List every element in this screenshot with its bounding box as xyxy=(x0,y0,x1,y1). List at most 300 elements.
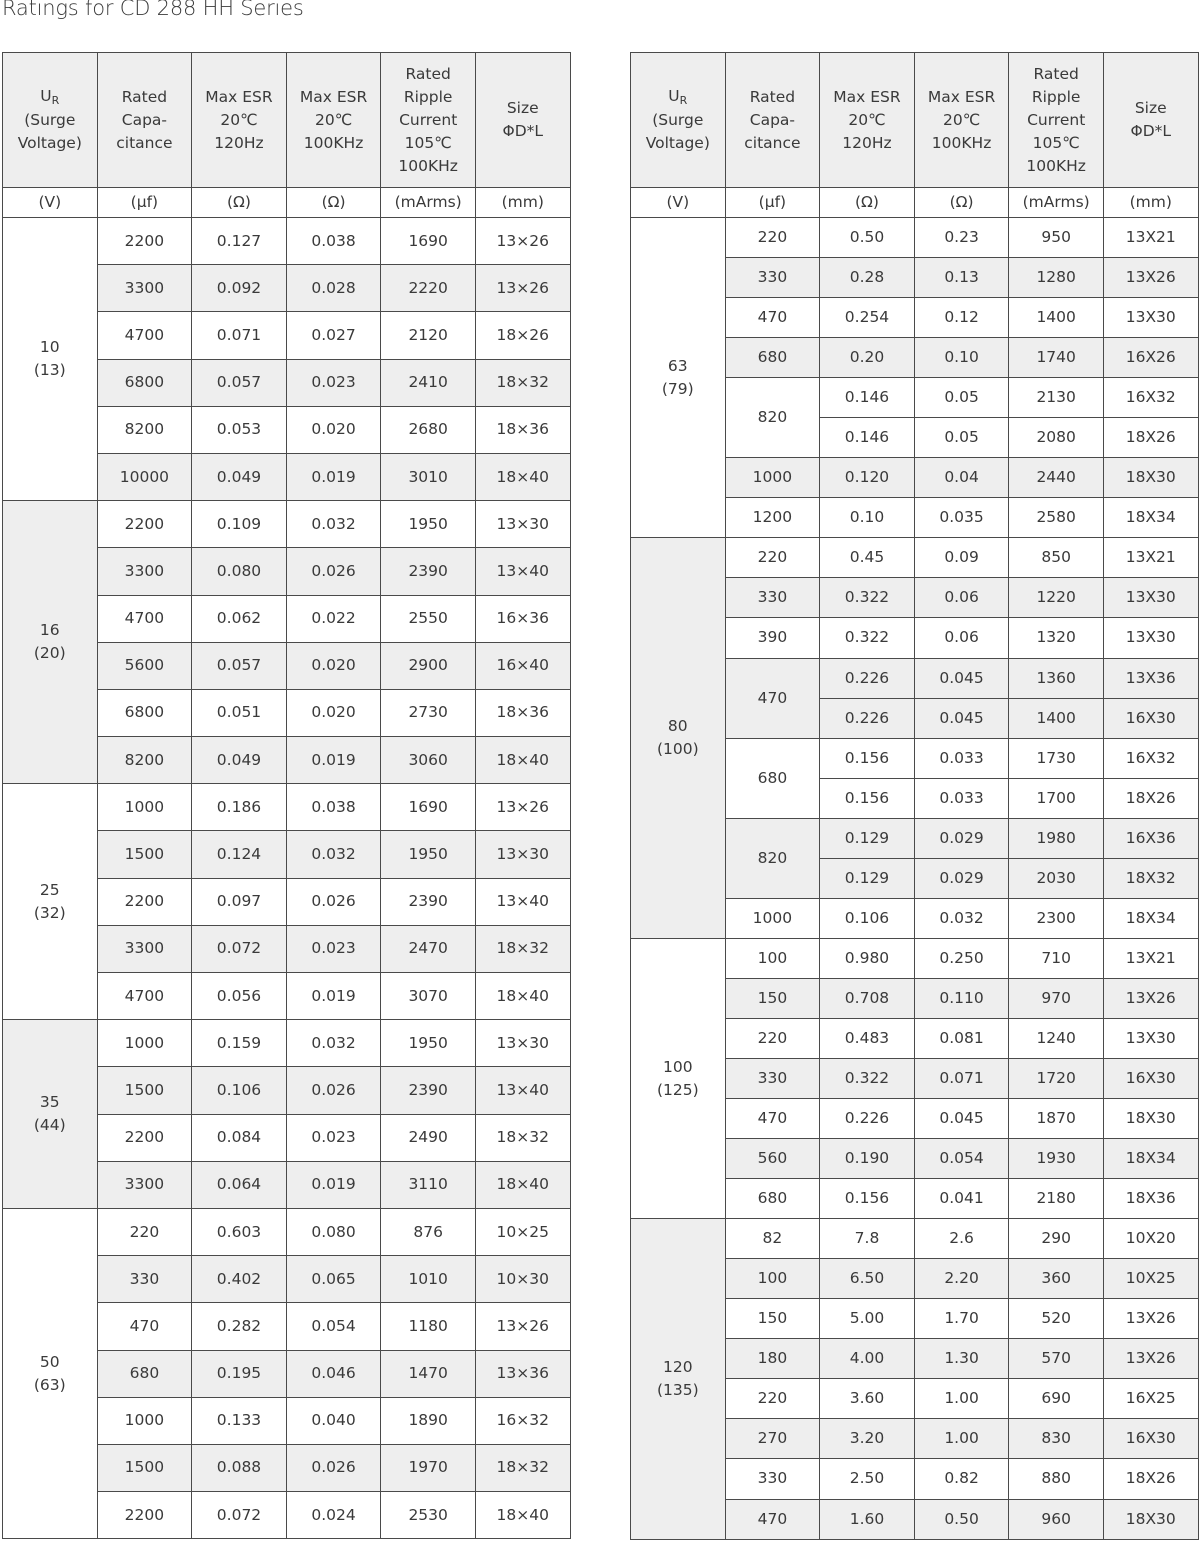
data-cell: 1720 xyxy=(1009,1058,1104,1098)
data-cell: 0.156 xyxy=(820,778,915,818)
data-cell: 0.029 xyxy=(914,858,1009,898)
capacitance-cell: 470 xyxy=(725,1499,820,1539)
data-cell: 0.250 xyxy=(914,938,1009,978)
data-cell: 3.20 xyxy=(820,1419,915,1459)
data-cell: 1500 xyxy=(97,1444,192,1491)
data-cell: 950 xyxy=(1009,218,1104,258)
data-cell: 3300 xyxy=(97,265,192,312)
data-cell: 13X26 xyxy=(1103,978,1198,1018)
data-cell: 0.045 xyxy=(914,1099,1009,1139)
data-cell: 0.033 xyxy=(914,738,1009,778)
data-cell: 0.038 xyxy=(286,784,381,831)
data-cell: 18X30 xyxy=(1103,1499,1198,1539)
data-cell: 2390 xyxy=(381,1067,476,1114)
data-cell: 10×30 xyxy=(475,1256,570,1303)
data-cell: 1000 xyxy=(97,1020,192,1067)
data-cell: 6800 xyxy=(97,359,192,406)
unit-cell: (Ω) xyxy=(820,188,915,218)
header-cell-esr120: Max ESR 20℃ 120Hz xyxy=(192,53,287,188)
data-cell: 1470 xyxy=(381,1350,476,1397)
data-cell: 0.06 xyxy=(914,618,1009,658)
data-cell: 13×40 xyxy=(475,1067,570,1114)
data-cell: 0.026 xyxy=(286,1444,381,1491)
data-cell: 1690 xyxy=(381,784,476,831)
data-cell: 0.186 xyxy=(192,784,287,831)
data-cell: 1400 xyxy=(1009,698,1104,738)
data-cell: 1.70 xyxy=(914,1299,1009,1339)
unit-cell: (Ω) xyxy=(192,188,287,218)
data-cell: 0.195 xyxy=(192,1350,287,1397)
data-cell: 0.322 xyxy=(820,578,915,618)
data-cell: 18X26 xyxy=(1103,418,1198,458)
data-cell: 3.60 xyxy=(820,1379,915,1419)
header-ur-main: U xyxy=(668,87,680,105)
data-cell: 8200 xyxy=(97,737,192,784)
header-cell-voltage xyxy=(3,53,98,188)
data-cell: 470 xyxy=(97,1303,192,1350)
data-cell: 0.129 xyxy=(820,818,915,858)
data-cell: 1240 xyxy=(1009,1018,1104,1058)
data-cell: 0.020 xyxy=(286,642,381,689)
data-cell: 0.071 xyxy=(914,1058,1009,1098)
data-cell: 1970 xyxy=(381,1444,476,1491)
data-cell: 0.051 xyxy=(192,689,287,736)
data-cell: 0.156 xyxy=(820,738,915,778)
data-cell: 0.072 xyxy=(192,1492,287,1539)
data-cell: 0.109 xyxy=(192,501,287,548)
data-cell: 6800 xyxy=(97,689,192,736)
capacitance-cell: 150 xyxy=(725,978,820,1018)
capacitance-cell: 1200 xyxy=(725,498,820,538)
data-cell: 10×25 xyxy=(475,1208,570,1255)
data-cell: 0.20 xyxy=(820,338,915,378)
capacitance-cell: 180 xyxy=(725,1339,820,1379)
data-cell: 0.045 xyxy=(914,658,1009,698)
data-cell: 13×40 xyxy=(475,878,570,925)
data-cell: 2730 xyxy=(381,689,476,736)
voltage-group-cell: 63 (79) xyxy=(631,218,726,538)
data-cell: 1.00 xyxy=(914,1419,1009,1459)
table-row xyxy=(631,538,1199,578)
data-cell: 1730 xyxy=(1009,738,1104,778)
data-cell: 0.035 xyxy=(914,498,1009,538)
data-cell: 876 xyxy=(381,1208,476,1255)
data-cell: 0.05 xyxy=(914,418,1009,458)
data-cell: 0.10 xyxy=(820,498,915,538)
data-cell: 2220 xyxy=(381,265,476,312)
data-cell: 0.23 xyxy=(914,218,1009,258)
data-cell: 0.110 xyxy=(914,978,1009,1018)
data-cell: 1400 xyxy=(1009,298,1104,338)
capacitance-cell: 220 xyxy=(725,538,820,578)
unit-cell: (Ω) xyxy=(914,188,1009,218)
data-cell: 0.019 xyxy=(286,453,381,500)
capacitance-cell: 820 xyxy=(725,378,820,458)
data-cell: 0.032 xyxy=(286,1020,381,1067)
data-cell: 2.6 xyxy=(914,1219,1009,1259)
data-cell: 2130 xyxy=(1009,378,1104,418)
data-cell: 0.106 xyxy=(820,898,915,938)
data-cell: 0.159 xyxy=(192,1020,287,1067)
header-row xyxy=(3,53,571,188)
data-cell: 1320 xyxy=(1009,618,1104,658)
data-cell: 360 xyxy=(1009,1259,1104,1299)
data-cell: 0.032 xyxy=(286,501,381,548)
data-cell: 18×40 xyxy=(475,1492,570,1539)
data-cell: 690 xyxy=(1009,1379,1104,1419)
voltage-group-cell: 120 (135) xyxy=(631,1219,726,1539)
data-cell: 2530 xyxy=(381,1492,476,1539)
data-cell: 18×36 xyxy=(475,406,570,453)
data-cell: 0.13 xyxy=(914,258,1009,298)
data-cell: 13X30 xyxy=(1103,618,1198,658)
data-cell: 0.064 xyxy=(192,1161,287,1208)
data-cell: 2490 xyxy=(381,1114,476,1161)
data-cell: 1700 xyxy=(1009,778,1104,818)
header-ur-rest: (Surge Voltage) xyxy=(17,111,82,152)
data-cell: 13X26 xyxy=(1103,1299,1198,1339)
data-cell: 13X30 xyxy=(1103,578,1198,618)
data-cell: 1950 xyxy=(381,501,476,548)
unit-cell: (V) xyxy=(3,188,98,218)
data-cell: 0.080 xyxy=(192,548,287,595)
capacitance-cell: 680 xyxy=(725,738,820,818)
data-cell: 0.708 xyxy=(820,978,915,1018)
data-cell: 0.019 xyxy=(286,973,381,1020)
data-cell: 13×26 xyxy=(475,265,570,312)
data-cell: 3070 xyxy=(381,973,476,1020)
capacitance-cell: 390 xyxy=(725,618,820,658)
data-cell: 290 xyxy=(1009,1219,1104,1259)
data-cell: 0.020 xyxy=(286,406,381,453)
data-cell: 2390 xyxy=(381,548,476,595)
data-cell: 1360 xyxy=(1009,658,1104,698)
data-cell: 0.28 xyxy=(820,258,915,298)
data-cell: 0.50 xyxy=(820,218,915,258)
table-row xyxy=(3,1020,571,1067)
data-cell: 13×30 xyxy=(475,501,570,548)
data-cell: 1980 xyxy=(1009,818,1104,858)
data-cell: 1500 xyxy=(97,1067,192,1114)
data-cell: 18X34 xyxy=(1103,498,1198,538)
ratings-table-right xyxy=(630,52,1199,1540)
data-cell: 2080 xyxy=(1009,418,1104,458)
unit-cell: (μf) xyxy=(97,188,192,218)
data-cell: 2200 xyxy=(97,218,192,265)
data-cell: 0.049 xyxy=(192,737,287,784)
data-cell: 2440 xyxy=(1009,458,1104,498)
data-cell: 0.12 xyxy=(914,298,1009,338)
data-cell: 0.028 xyxy=(286,265,381,312)
header-row xyxy=(631,53,1199,188)
data-cell: 520 xyxy=(1009,1299,1104,1339)
data-cell: 2200 xyxy=(97,878,192,925)
data-cell: 0.038 xyxy=(286,218,381,265)
data-cell: 3060 xyxy=(381,737,476,784)
capacitance-cell: 680 xyxy=(725,1179,820,1219)
data-cell: 18×40 xyxy=(475,737,570,784)
data-cell: 18×32 xyxy=(475,359,570,406)
data-cell: 1000 xyxy=(97,784,192,831)
data-cell: 0.023 xyxy=(286,925,381,972)
data-cell: 0.483 xyxy=(820,1018,915,1058)
data-cell: 0.019 xyxy=(286,737,381,784)
data-cell: 1740 xyxy=(1009,338,1104,378)
data-cell: 3010 xyxy=(381,453,476,500)
header-cell-esr100k: Max ESR 20℃ 100KHz xyxy=(914,53,1009,188)
table-row xyxy=(631,218,1199,258)
data-cell: 1500 xyxy=(97,831,192,878)
capacitance-cell: 820 xyxy=(725,818,820,898)
data-cell: 13X21 xyxy=(1103,218,1198,258)
data-cell: 0.254 xyxy=(820,298,915,338)
data-cell: 3300 xyxy=(97,1161,192,1208)
data-cell: 0.09 xyxy=(914,538,1009,578)
capacitance-cell: 470 xyxy=(725,658,820,738)
voltage-group-cell: 80 (100) xyxy=(631,538,726,938)
data-cell: 0.056 xyxy=(192,973,287,1020)
capacitance-cell: 330 xyxy=(725,1459,820,1499)
ratings-table-left xyxy=(2,52,571,1539)
data-cell: 0.027 xyxy=(286,312,381,359)
data-cell: 0.127 xyxy=(192,218,287,265)
data-cell: 0.054 xyxy=(914,1139,1009,1179)
data-cell: 18×40 xyxy=(475,973,570,1020)
capacitance-cell: 100 xyxy=(725,938,820,978)
data-cell: 0.06 xyxy=(914,578,1009,618)
capacitance-cell: 100 xyxy=(725,1259,820,1299)
data-cell: 0.156 xyxy=(820,1179,915,1219)
data-cell: 0.092 xyxy=(192,265,287,312)
data-cell: 0.282 xyxy=(192,1303,287,1350)
data-cell: 1280 xyxy=(1009,258,1104,298)
data-cell: 220 xyxy=(97,1208,192,1255)
data-cell: 0.10 xyxy=(914,338,1009,378)
data-cell: 18×32 xyxy=(475,1114,570,1161)
data-cell: 16X30 xyxy=(1103,1419,1198,1459)
header-cell-ripple: Rated Ripple Current 105℃ 100KHz xyxy=(381,53,476,188)
capacitance-cell: 330 xyxy=(725,578,820,618)
data-cell: 0.023 xyxy=(286,1114,381,1161)
data-cell: 0.226 xyxy=(820,658,915,698)
header-ur-sub: R xyxy=(51,94,60,107)
data-cell: 10X25 xyxy=(1103,1259,1198,1299)
data-cell: 18X32 xyxy=(1103,858,1198,898)
unit-cell: (Ω) xyxy=(286,188,381,218)
data-cell: 1930 xyxy=(1009,1139,1104,1179)
data-cell: 18×32 xyxy=(475,925,570,972)
data-cell: 16X30 xyxy=(1103,1058,1198,1098)
data-cell: 13×30 xyxy=(475,831,570,878)
data-cell: 0.019 xyxy=(286,1161,381,1208)
capacitance-cell: 1000 xyxy=(725,458,820,498)
data-cell: 18×36 xyxy=(475,689,570,736)
data-cell: 18X30 xyxy=(1103,458,1198,498)
data-cell: 1.30 xyxy=(914,1339,1009,1379)
data-cell: 0.026 xyxy=(286,548,381,595)
capacitance-cell: 270 xyxy=(725,1419,820,1459)
data-cell: 18×32 xyxy=(475,1444,570,1491)
table-row xyxy=(3,784,571,831)
data-cell: 13X36 xyxy=(1103,658,1198,698)
capacitance-cell: 470 xyxy=(725,298,820,338)
data-cell: 1870 xyxy=(1009,1099,1104,1139)
capacitance-cell: 330 xyxy=(725,1058,820,1098)
data-cell: 2.20 xyxy=(914,1259,1009,1299)
table-row xyxy=(3,1208,571,1255)
data-cell: 13×40 xyxy=(475,548,570,595)
data-cell: 16×40 xyxy=(475,642,570,689)
data-cell: 0.190 xyxy=(820,1139,915,1179)
capacitance-cell: 220 xyxy=(725,1379,820,1419)
data-cell: 0.032 xyxy=(286,831,381,878)
data-cell: 18X34 xyxy=(1103,1139,1198,1179)
data-cell: 0.053 xyxy=(192,406,287,453)
data-cell: 0.980 xyxy=(820,938,915,978)
data-cell: 0.05 xyxy=(914,378,1009,418)
units-row xyxy=(3,188,571,218)
data-cell: 0.146 xyxy=(820,378,915,418)
data-cell: 2200 xyxy=(97,1114,192,1161)
data-cell: 8200 xyxy=(97,406,192,453)
data-cell: 330 xyxy=(97,1256,192,1303)
data-cell: 18X26 xyxy=(1103,778,1198,818)
data-cell: 18×40 xyxy=(475,453,570,500)
capacitance-cell: 330 xyxy=(725,258,820,298)
data-cell: 3300 xyxy=(97,925,192,972)
data-cell: 0.029 xyxy=(914,818,1009,858)
data-cell: 0.603 xyxy=(192,1208,287,1255)
data-cell: 0.045 xyxy=(914,698,1009,738)
data-cell: 0.022 xyxy=(286,595,381,642)
data-cell: 2680 xyxy=(381,406,476,453)
data-cell: 2200 xyxy=(97,501,192,548)
voltage-group-cell: 25 (32) xyxy=(3,784,98,1020)
data-cell: 2900 xyxy=(381,642,476,689)
data-cell: 880 xyxy=(1009,1459,1104,1499)
data-cell: 970 xyxy=(1009,978,1104,1018)
data-cell: 16X36 xyxy=(1103,818,1198,858)
data-cell: 13X30 xyxy=(1103,298,1198,338)
data-cell: 0.033 xyxy=(914,778,1009,818)
capacitance-cell: 1000 xyxy=(725,898,820,938)
data-cell: 13×30 xyxy=(475,1020,570,1067)
data-cell: 10X20 xyxy=(1103,1219,1198,1259)
data-cell: 0.402 xyxy=(192,1256,287,1303)
data-cell: 710 xyxy=(1009,938,1104,978)
voltage-group-cell: 100 (125) xyxy=(631,938,726,1218)
data-cell: 18X34 xyxy=(1103,898,1198,938)
data-cell: 0.026 xyxy=(286,1067,381,1114)
data-cell: 0.041 xyxy=(914,1179,1009,1219)
page-title: Ratings for CD 288 HH Series xyxy=(2,0,304,20)
data-cell: 0.04 xyxy=(914,458,1009,498)
data-cell: 13X21 xyxy=(1103,538,1198,578)
header-cell-esr100k: Max ESR 20℃ 100KHz xyxy=(286,53,381,188)
data-cell: 13X26 xyxy=(1103,258,1198,298)
data-cell: 16X32 xyxy=(1103,738,1198,778)
data-cell: 830 xyxy=(1009,1419,1104,1459)
unit-cell: (V) xyxy=(631,188,726,218)
data-cell: 2200 xyxy=(97,1492,192,1539)
data-cell: 0.065 xyxy=(286,1256,381,1303)
data-cell: 0.322 xyxy=(820,618,915,658)
data-cell: 3300 xyxy=(97,548,192,595)
capacitance-cell: 220 xyxy=(725,1018,820,1058)
data-cell: 10000 xyxy=(97,453,192,500)
data-cell: 2580 xyxy=(1009,498,1104,538)
data-cell: 0.50 xyxy=(914,1499,1009,1539)
data-cell: 16×36 xyxy=(475,595,570,642)
capacitance-cell: 82 xyxy=(725,1219,820,1259)
data-cell: 2.50 xyxy=(820,1459,915,1499)
data-cell: 570 xyxy=(1009,1339,1104,1379)
data-cell: 13X21 xyxy=(1103,938,1198,978)
unit-cell: (mm) xyxy=(475,188,570,218)
data-cell: 6.50 xyxy=(820,1259,915,1299)
data-cell: 0.023 xyxy=(286,359,381,406)
data-cell: 0.124 xyxy=(192,831,287,878)
data-cell: 0.040 xyxy=(286,1397,381,1444)
data-cell: 0.081 xyxy=(914,1018,1009,1058)
data-cell: 0.088 xyxy=(192,1444,287,1491)
data-cell: 0.084 xyxy=(192,1114,287,1161)
data-cell: 0.82 xyxy=(914,1459,1009,1499)
header-ur-rest: (Surge Voltage) xyxy=(645,111,710,152)
data-cell: 0.097 xyxy=(192,878,287,925)
data-cell: 16X26 xyxy=(1103,338,1198,378)
data-cell: 13X30 xyxy=(1103,1018,1198,1058)
data-cell: 0.054 xyxy=(286,1303,381,1350)
table-row xyxy=(3,501,571,548)
data-cell: 0.046 xyxy=(286,1350,381,1397)
data-cell: 0.020 xyxy=(286,689,381,736)
voltage-group-cell: 35 (44) xyxy=(3,1020,98,1209)
data-cell: 7.8 xyxy=(820,1219,915,1259)
data-cell: 0.057 xyxy=(192,642,287,689)
capacitance-cell: 560 xyxy=(725,1139,820,1179)
voltage-group-cell: 50 (63) xyxy=(3,1208,98,1538)
header-cell-ripple: Rated Ripple Current 105℃ 100KHz xyxy=(1009,53,1104,188)
data-cell: 16X32 xyxy=(1103,378,1198,418)
header-cell-size: Size ΦD*L xyxy=(1103,53,1198,188)
unit-cell: (μf) xyxy=(725,188,820,218)
data-cell: 16X30 xyxy=(1103,698,1198,738)
table-row xyxy=(3,218,571,265)
data-cell: 0.133 xyxy=(192,1397,287,1444)
data-cell: 0.026 xyxy=(286,878,381,925)
data-cell: 2550 xyxy=(381,595,476,642)
data-cell: 0.106 xyxy=(192,1067,287,1114)
data-cell: 960 xyxy=(1009,1499,1104,1539)
data-cell: 0.226 xyxy=(820,698,915,738)
data-cell: 0.062 xyxy=(192,595,287,642)
data-cell: 0.120 xyxy=(820,458,915,498)
data-cell: 16×32 xyxy=(475,1397,570,1444)
data-cell: 1180 xyxy=(381,1303,476,1350)
data-cell: 1000 xyxy=(97,1397,192,1444)
data-cell: 1690 xyxy=(381,218,476,265)
data-cell: 2120 xyxy=(381,312,476,359)
voltage-group-cell: 16 (20) xyxy=(3,501,98,784)
data-cell: 0.049 xyxy=(192,453,287,500)
data-cell: 13×26 xyxy=(475,1303,570,1350)
table-row xyxy=(631,1219,1199,1259)
data-cell: 18X36 xyxy=(1103,1179,1198,1219)
header-cell-esr120: Max ESR 20℃ 120Hz xyxy=(820,53,915,188)
data-cell: 2410 xyxy=(381,359,476,406)
data-cell: 13×26 xyxy=(475,784,570,831)
